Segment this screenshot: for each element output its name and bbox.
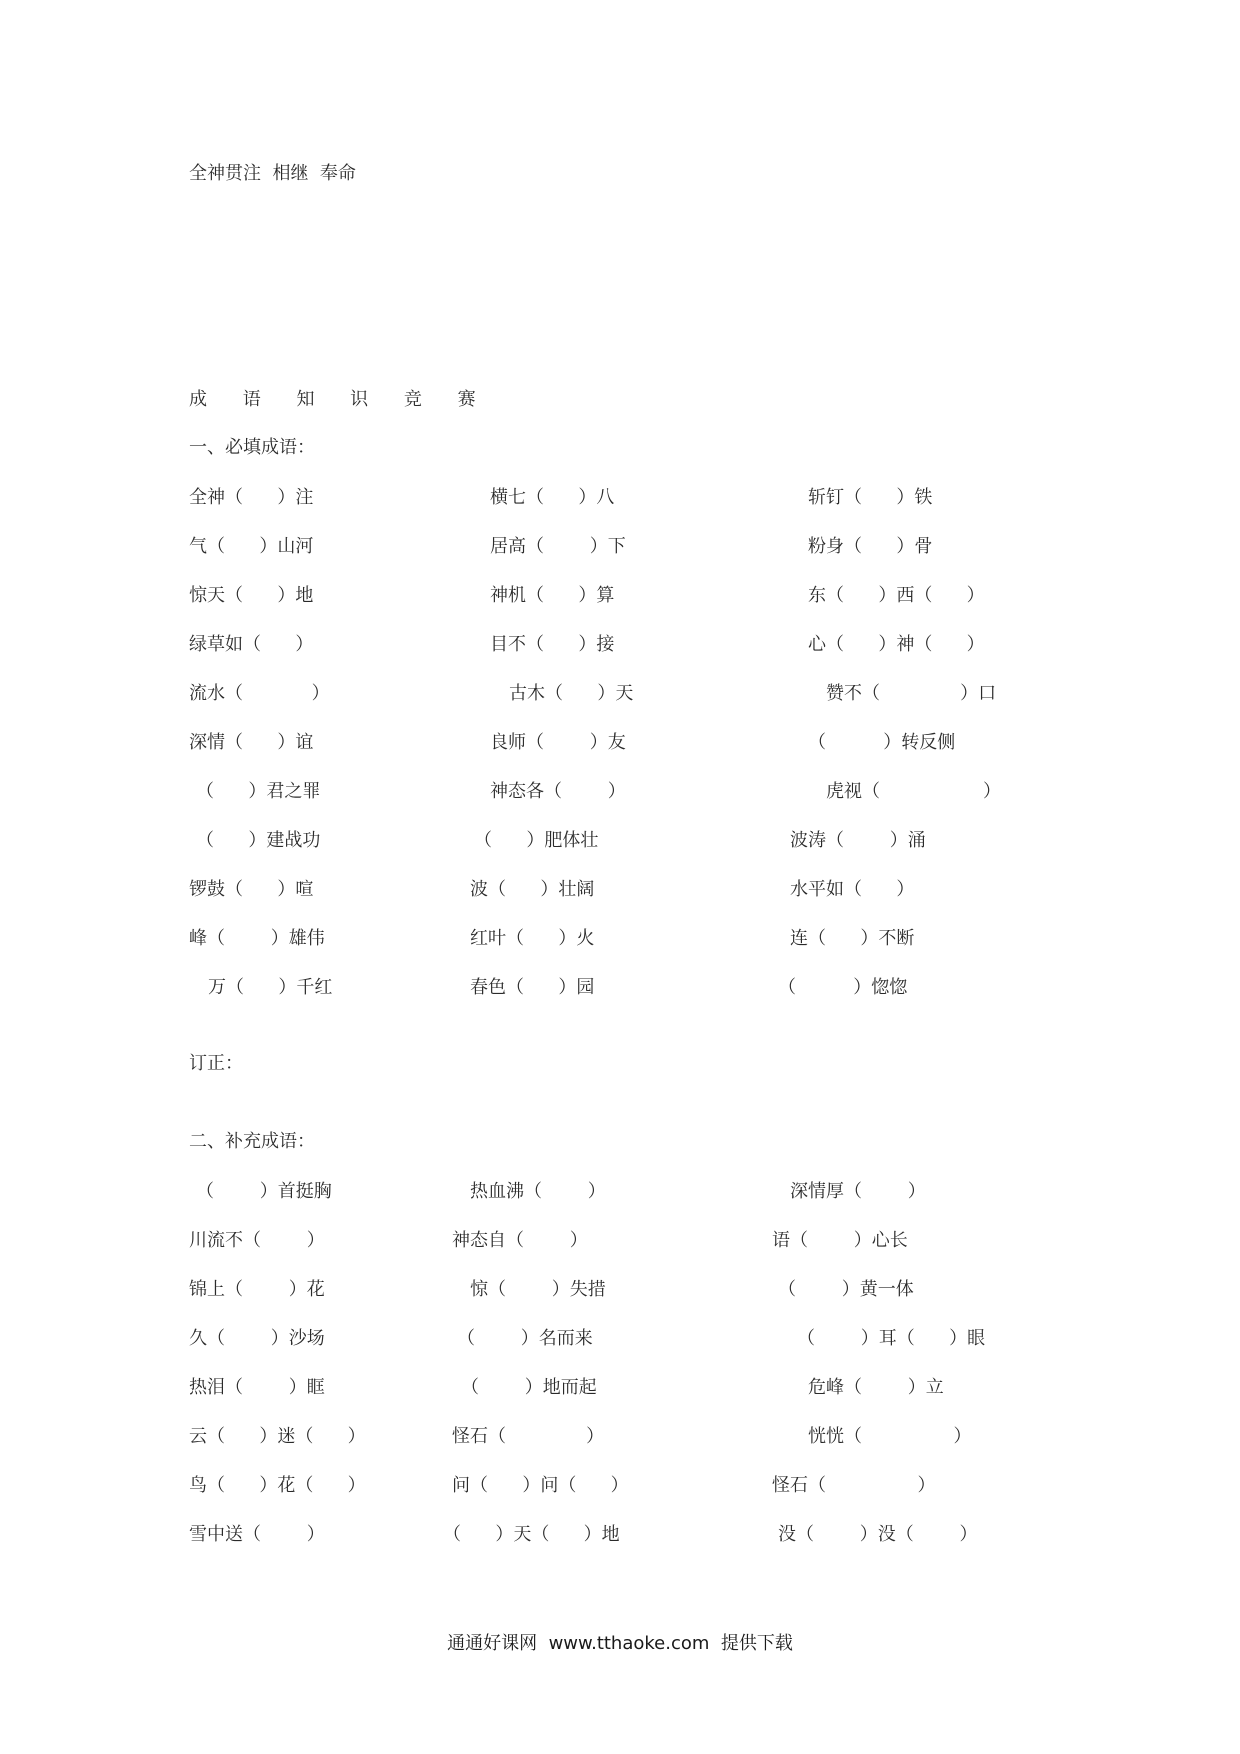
idiom-blank: 恍恍（ ） <box>808 1426 972 1447</box>
idiom-blank: （ ）名而来 <box>457 1328 593 1349</box>
idiom-blank: （ ）天（ ）地 <box>443 1524 620 1545</box>
idiom-blank: 神态各（ ） <box>490 781 626 802</box>
idiom-blank: （ ）惚惚 <box>778 977 908 998</box>
idiom-blank: 锣鼓（ ）喧 <box>189 879 314 900</box>
idiom-blank: 波涛（ ）涌 <box>790 830 926 851</box>
idiom-blank: 惊天（ ）地 <box>189 585 314 606</box>
idiom-blank: 连（ ）不断 <box>790 928 915 949</box>
idiom-blank: 斩钉（ ）铁 <box>808 487 933 508</box>
idiom-blank: 久（ ）沙场 <box>189 1328 325 1349</box>
idiom-blank: 锦上（ ）花 <box>189 1279 325 1300</box>
idiom-blank: 川流不（ ） <box>189 1230 325 1251</box>
idiom-blank: 虎视（ ） <box>826 781 1001 802</box>
idiom-blank: 横七（ ）八 <box>490 487 615 508</box>
idiom-blank: 神态自（ ） <box>452 1230 588 1251</box>
idiom-blank: 波（ ）壮阔 <box>470 879 595 900</box>
idiom-blank: 红叶（ ）火 <box>470 928 595 949</box>
idiom-blank: 危峰（ ）立 <box>808 1377 944 1398</box>
idiom-blank: 鸟（ ）花（ ） <box>189 1475 366 1496</box>
idiom-blank: 热泪（ ）眶 <box>189 1377 325 1398</box>
idiom-blank: 心（ ）神（ ） <box>808 634 985 655</box>
idiom-blank: 绿草如（ ） <box>189 634 314 655</box>
idiom-blank: 全神（ ）注 <box>189 487 314 508</box>
top-word-list: 全神贯注 相继 奉命 <box>189 163 356 184</box>
idiom-blank: 居高（ ）下 <box>490 536 626 557</box>
idiom-blank: （ ）耳（ ）眼 <box>797 1328 986 1349</box>
idiom-blank: （ ）地而起 <box>461 1377 597 1398</box>
idiom-blank: 水平如（ ） <box>790 879 915 900</box>
idiom-blank: 气（ ）山河 <box>189 536 314 557</box>
idiom-blank: 赞不（ ）口 <box>826 683 997 704</box>
idiom-blank: （ ）首挺胸 <box>196 1181 332 1202</box>
idiom-blank: 目不（ ）接 <box>490 634 615 655</box>
idiom-blank: 问（ ）问（ ） <box>452 1475 629 1496</box>
idiom-blank: 语（ ）心长 <box>772 1230 908 1251</box>
idiom-blank: 古木（ ）天 <box>509 683 634 704</box>
idiom-blank: （ ）肥体壮 <box>474 830 599 851</box>
idiom-blank: 良师（ ）友 <box>490 732 626 753</box>
idiom-blank: 春色（ ）园 <box>470 977 595 998</box>
correction-label: 订正： <box>189 1053 243 1074</box>
idiom-blank: 怪石（ ） <box>772 1475 936 1496</box>
idiom-blank: 热血沸（ ） <box>470 1181 606 1202</box>
idiom-blank: 惊（ ）失措 <box>470 1279 606 1300</box>
section1-heading: 一、必填成语： <box>189 437 315 458</box>
idiom-blank: 没（ ）没（ ） <box>778 1524 978 1545</box>
idiom-blank: 流水（ ） <box>189 683 330 704</box>
idiom-blank: 深情厚（ ） <box>790 1181 926 1202</box>
footer-credit: 通通好课网 www.tthaoke.com 提供下载 <box>447 1633 793 1654</box>
idiom-blank: 东（ ）西（ ） <box>808 585 985 606</box>
page-title: 成 语 知 识 竞 赛 <box>189 389 491 410</box>
idiom-blank: （ ）建战功 <box>196 830 321 851</box>
idiom-blank: （ ）君之罪 <box>196 781 321 802</box>
section2-heading: 二、补充成语： <box>189 1131 315 1152</box>
idiom-blank: 深情（ ）谊 <box>189 732 314 753</box>
idiom-blank: （ ）黄一体 <box>778 1279 914 1300</box>
idiom-blank: 雪中送（ ） <box>189 1524 325 1545</box>
idiom-blank: 怪石（ ） <box>452 1426 605 1447</box>
idiom-blank: 峰（ ）雄伟 <box>189 928 325 949</box>
idiom-blank: 云（ ）迷（ ） <box>189 1426 366 1447</box>
idiom-blank: 万（ ）千红 <box>208 977 333 998</box>
idiom-blank: （ ）转反侧 <box>808 732 956 753</box>
idiom-blank: 神机（ ）算 <box>490 585 615 606</box>
idiom-blank: 粉身（ ）骨 <box>808 536 933 557</box>
